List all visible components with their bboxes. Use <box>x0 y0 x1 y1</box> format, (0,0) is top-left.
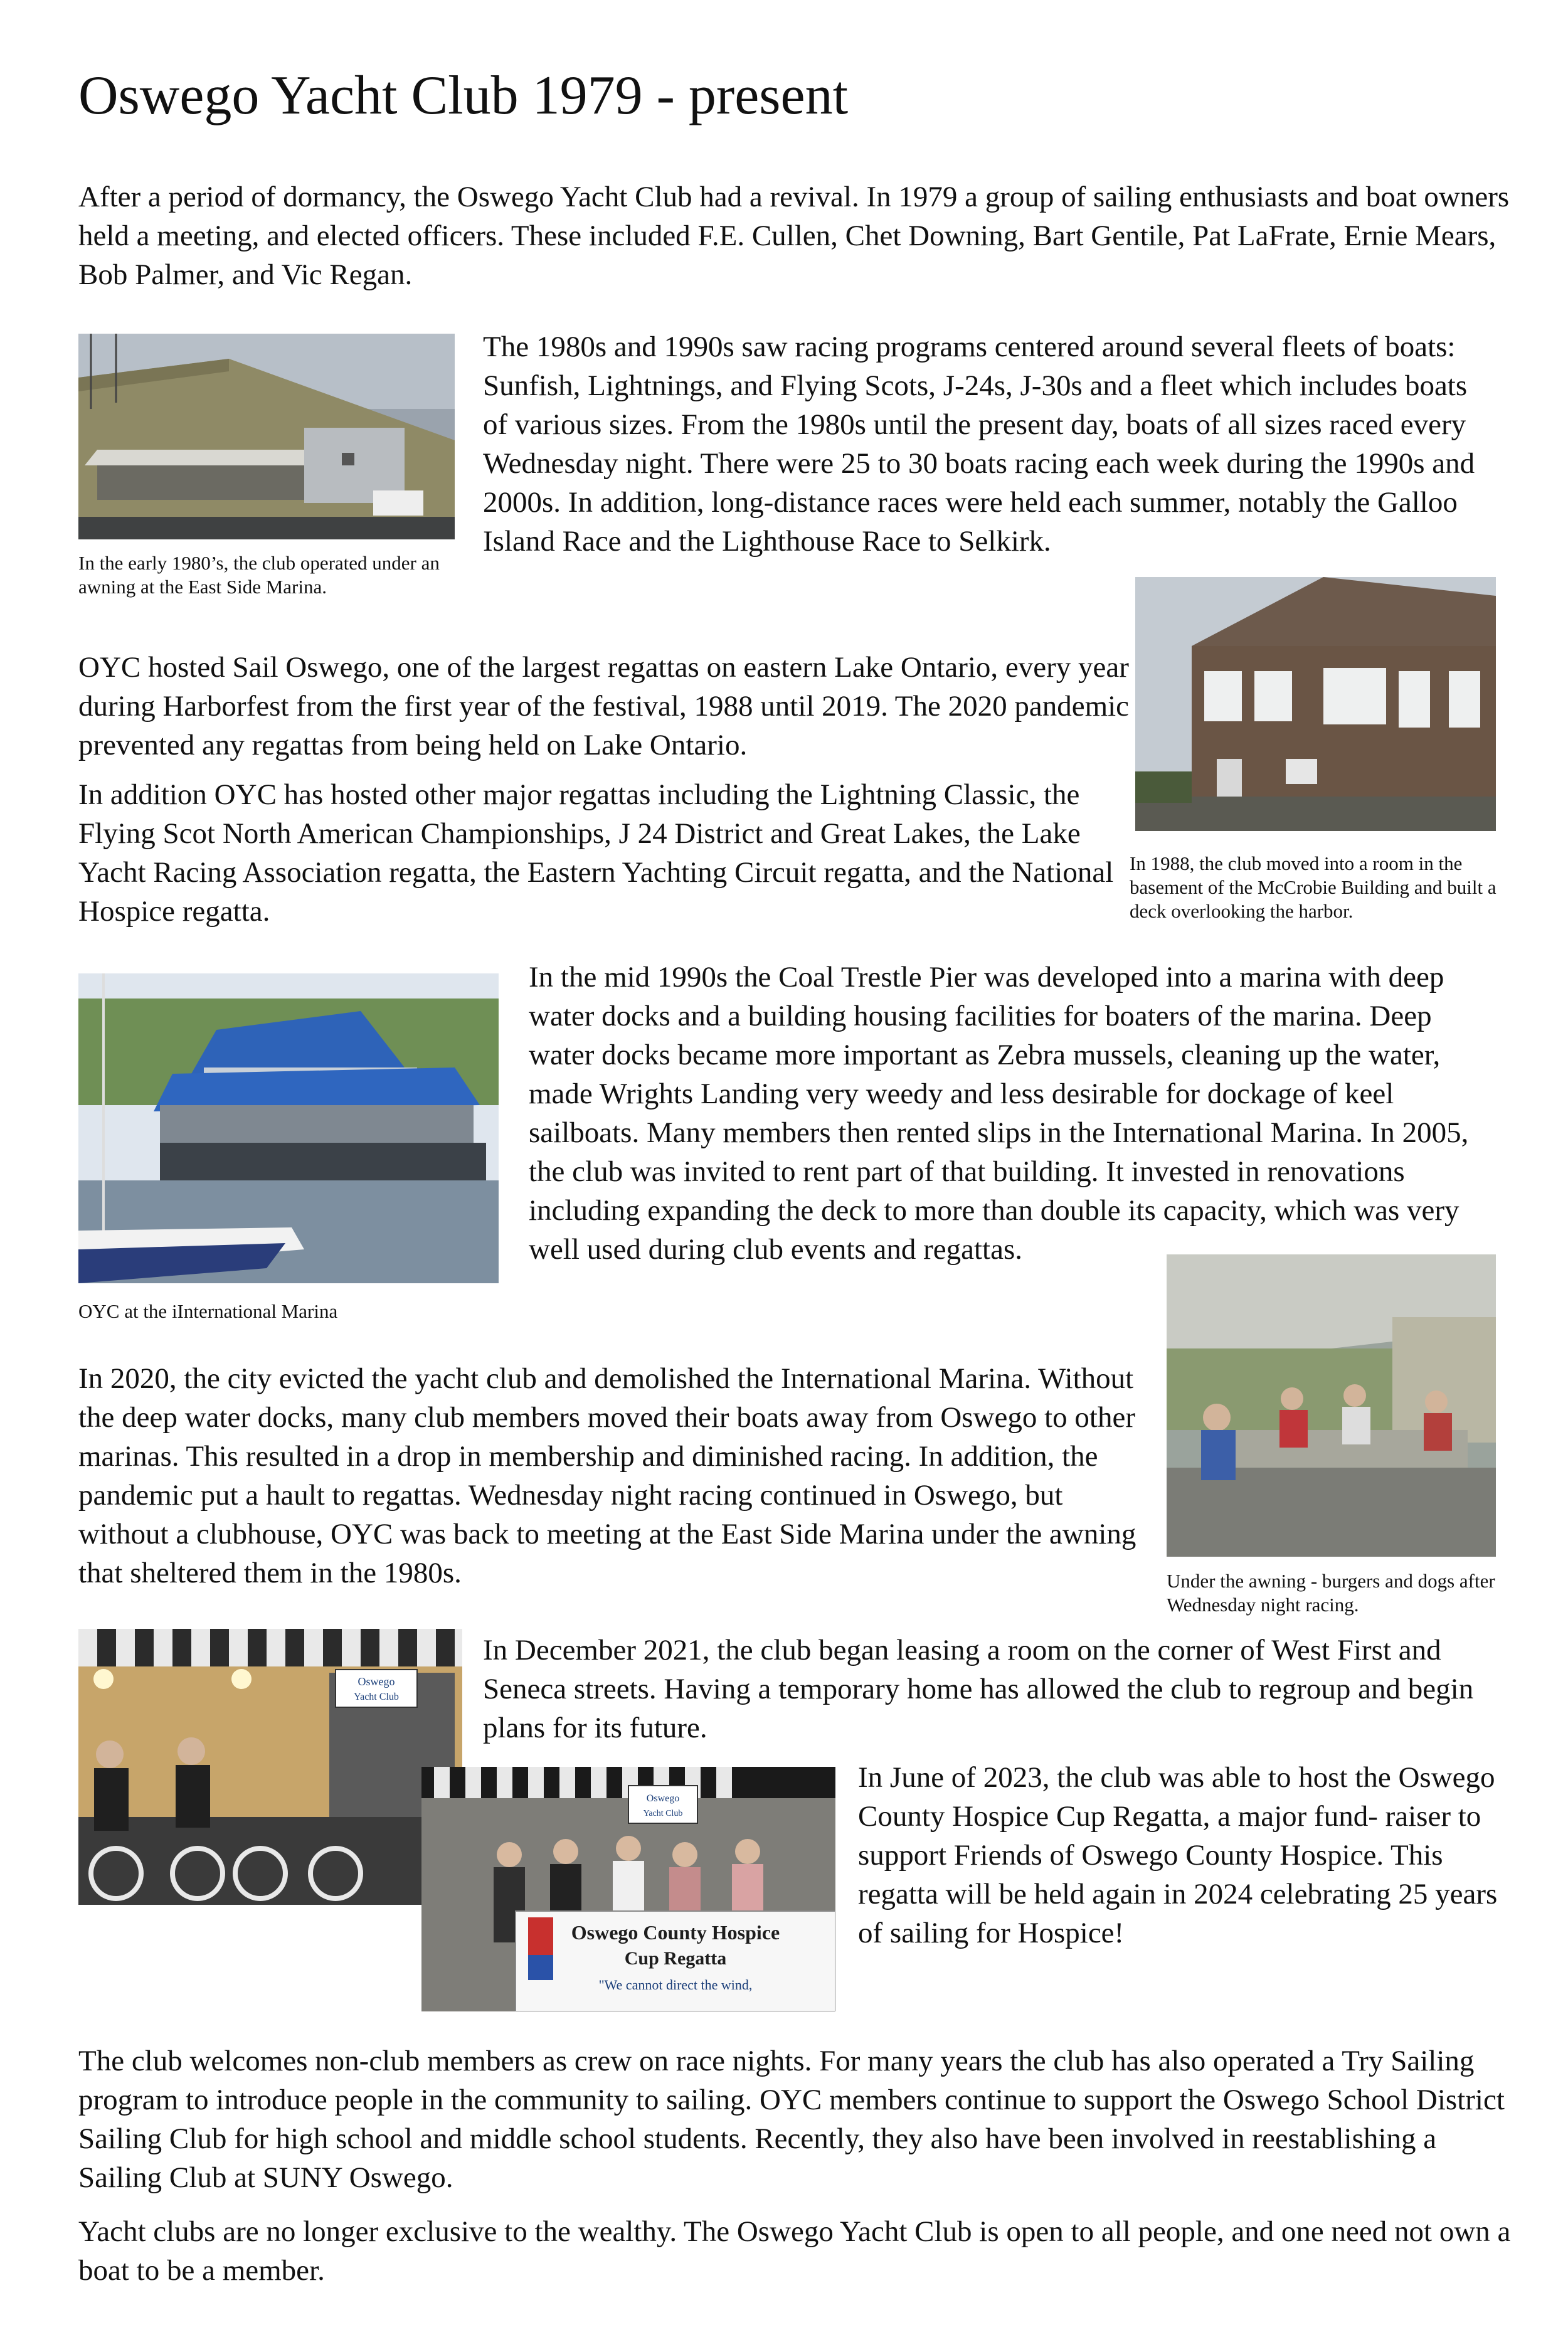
paragraph-sail-oswego: OYC hosted Sail Oswego, one of the largest regattas on eastern Lake Ontario, every year during Harborfest from the first year of the festival, 1988 until 2019. The 2020 pandemic prevented any regattas from being held on Lake Ontario. <box>78 651 1130 761</box>
caption-awning-burgers: Under the awning - burgers and dogs after Wednesday night racing. <box>1167 1570 1495 1616</box>
photo-awning-burgers <box>1167 1254 1496 1557</box>
banner-text-2: Cup Regatta <box>624 1948 727 1969</box>
photo-storefront-bikes <box>78 1629 462 1905</box>
photo-hospice-cup-group <box>421 1767 835 2011</box>
photo-mccrobie-building <box>1135 577 1496 831</box>
banner-text-3: "We cannot direct the wind, <box>598 1977 753 1993</box>
club-sign-text-2: Yacht Club <box>354 1692 399 1702</box>
paragraph-welcome: The club welcomes non-club members as crew on race nights. For many years the club has also operated a Try Sailing program to introduce people in the community to sailing. OYC members continue to support the Oswego School District Sailing Club for high school and middle school students. Recently, they also have been involved in reestablishing a Sailing Club at SUNY Oswego. <box>78 2045 1505 2194</box>
photo-international-marina <box>78 973 499 1283</box>
paragraph-lease-2021: In December 2021, the club began leasing a room on the corner of West First and Seneca streets. Having a temporary home has allowed the club to regroup and begin plans for its future. <box>483 1634 1474 1744</box>
page-title: Oswego Yacht Club 1979 - present <box>78 65 849 126</box>
banner-text-1: Oswego County Hospice <box>571 1921 780 1944</box>
paragraph-revival: After a period of dormancy, the Oswego Yacht Club had a revival. In 1979 a group of sailing enthusiasts and boat owners held a meeting, and elected officers. These included F.E. Cullen, Chet Downing, Bart Gentile, Pat LaFrate, Ernie Mears, Bob Palmer, and Vic Regan. <box>78 181 1510 291</box>
paragraph-eviction-2020: In 2020, the city evicted the yacht club and demolished the International Marina. Without the deep water docks, many club members moved their boats away from Oswego to other marinas. This resulted in a drop in membership and diminished racing. In addition, the pandemic put a hault to regattas. Wednesday night racing continued in Oswego, but without a clubhouse, OYC was back to meeting at the East Side Marina under the awning that sheltered them in the 1980s. <box>78 1362 1136 1589</box>
caption-international-marina: OYC at the iInternational Marina <box>78 1300 338 1322</box>
paragraph-hospice-2023: In June of 2023, the club was able to host the Oswego County Hospice Cup Regatta, a major fund- raiser to support Friends of Oswego County Hospice. This regatta will be held again in 2024 celebrating 25 years of sailing for Hospice! <box>858 1761 1498 1949</box>
photo-east-side-marina-building <box>78 334 455 539</box>
caption-east-side-marina: In the early 1980’s, the club operated under an awning at the East Side Marina. <box>78 552 440 598</box>
hospice-club-sign-text-2: Yacht Club <box>643 1809 683 1818</box>
paragraph-racing: The 1980s and 1990s saw racing programs centered around several fleets of boats: Sunfish, Lightnings, and Flying Scots, J-24s, J-30s and a fleet which includes boats of various sizes. From the 1980s until the present day, boats of all sizes raced every Wednesday night. There were 25 to 30 boats racing each week during the 1990s and 2000s. In addition, long-distance races were held each summer, notably the Galloo Island Race and the Lighthouse Race to Selkirk. <box>483 331 1475 558</box>
paragraph-closing: Yacht clubs are no longer exclusive to the wealthy. The Oswego Yacht Club is open to all people, and one need not own a boat to be a member. <box>78 2215 1511 2287</box>
club-sign-text-1: Oswego <box>358 1675 395 1688</box>
paragraph-regattas: In addition OYC has hosted other major regattas including the Lightning Classic, the Flying Scot North American Championships, J 24 District and Great Lakes, the Lake Yacht Racing Association regatta, the Eastern Yachting Circuit regatta, and the National Hospice regatta. <box>78 778 1114 928</box>
caption-mccrobie: In 1988, the club moved into a room in the basement of the McCrobie Building and built a deck overlooking the harbor. <box>1130 852 1496 922</box>
hospice-club-sign-text-1: Oswego <box>646 1793 680 1804</box>
paragraph-marina-1990s: In the mid 1990s the Coal Trestle Pier was developed into a marina with deep water docks and a building housing facilities for boaters of the marina. Deep water docks became more important as Zebra mussels, cleaning up the water, made Wrights Landing very weedy and less desirable for dockage of keel sailboats. Many members then rented slips in the International Marina. In 2005, the club was invited to rent part of that building. It invested in renovations including expanding the deck to more than double its capacity, which was very well used during club events and regattas. <box>529 961 1469 1266</box>
